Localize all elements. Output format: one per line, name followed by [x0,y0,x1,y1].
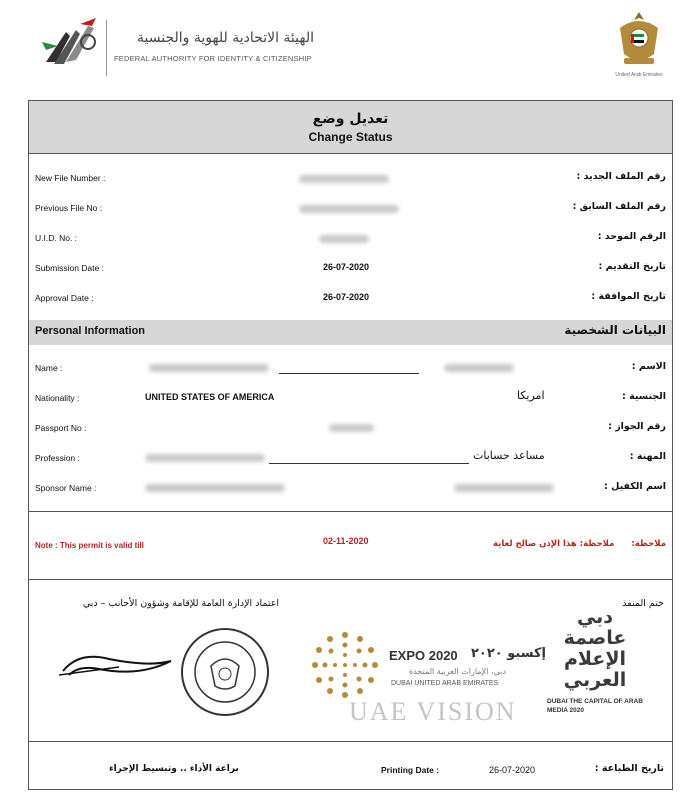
redacted-value [454,484,554,492]
field-label-en: Sponsor Name : [35,483,97,493]
footer-slogan: براعة الأداء .. وتبسيط الإجراء [109,764,239,774]
arab-media-capital-caption: DUBAI THE CAPITAL OF ARAB MEDIA 2020 [547,698,643,714]
field-label-ar: الرقم الموحد : [597,231,666,242]
arab-media-capital-logo-ar [547,607,643,691]
media-line-3: الإعلام [564,648,626,670]
field-profession [29,447,672,469]
redacted-value [299,175,389,183]
note-label-ar: ملاحظة: [631,539,666,549]
media-line-4: العربي [563,669,627,691]
field-label-en: Nationality : [35,393,80,403]
official-seal-icon [179,626,271,718]
field-sponsor-name [29,477,672,499]
field-label-en: Name : [35,363,63,373]
uae-emblem-icon [614,8,664,70]
validity-date: 02-11-2020 [323,536,369,546]
divider-line [29,579,672,580]
redacted-value [329,424,374,432]
field-label-en: Previous File No : [35,203,103,213]
field-submission-date [29,257,672,279]
divider-line [29,741,672,742]
field-passport-number [29,417,672,439]
redacted-value [149,364,269,372]
redacted-value [444,364,514,372]
field-label-en: Submission Date : [35,263,104,273]
expo-subtitle-ar: دبي، الإمارات العربية المتحدة [409,667,506,676]
title-en: Change Status [308,130,393,144]
nationality-value-ar: امريكا [517,389,545,402]
header-divider [106,20,107,76]
field-label-en: Profession : [35,453,80,463]
watermark-text: UAE VISION [349,697,517,726]
expo-subtitle: DUBAI UNITED ARAB EMIRATES [391,680,499,687]
field-approval-date [29,287,672,309]
title-bar [29,101,672,154]
redacted-value [299,205,399,213]
field-label-ar: رقم الملف الجديد : [576,171,666,182]
field-name [29,357,672,379]
signature-icon [59,641,179,681]
redacted-value [145,484,285,492]
divider-line [29,511,672,512]
title-ar: تعديل وضع [312,111,389,127]
redacted-value [319,235,369,243]
falcon-logo-icon [36,12,104,74]
field-label-ar: تاريخ التقديم : [598,261,666,272]
section-title-en: Personal Information [35,325,146,337]
field-previous-file-number [29,197,672,219]
media-line-2: عاصمة [563,627,627,649]
field-nationality [29,387,672,409]
expo-2020-logo-icon [309,629,381,701]
field-label-en: Passport No : [35,423,87,433]
document-header [0,0,698,98]
expo-title: EXPO 2020 [389,648,458,663]
personal-info-header [29,320,672,345]
field-label-ar: رقم الجواز : [608,421,666,432]
approval-stamp-label: اعتماد الإدارة العامة للإقامة وشؤون الأجانب – دبي [82,598,279,609]
underline [269,463,469,464]
field-new-file-number [29,167,672,189]
document-frame [28,100,673,790]
field-label-ar: المهنة : [629,451,666,462]
validity-note-en: Note : This permit is valid till [35,541,144,550]
underline [279,373,419,374]
field-label-en: New File Number : [35,173,106,183]
field-label-en: U.I.D. No. : [35,233,78,243]
media-line-1: دبي [576,606,614,628]
expo-title-ar: إكسبو ٢٠٢٠ [471,646,546,661]
approval-date-value: 26-07-2020 [323,292,370,302]
authority-name-en: FEDERAL AUTHORITY FOR IDENTITY & CITIZENSHIP [114,54,312,63]
exit-stamp-label: ختم المنفذ [622,598,664,609]
section-title-ar: البيانات الشخصية [564,323,666,337]
nationality-value-en: UNITED STATES OF AMERICA [145,392,275,402]
field-label-ar: اسم الكفيل : [603,481,666,492]
authority-name-ar: الهيئة الاتحادية للهوية والجنسية [136,30,314,46]
emblem-caption: United Arab Emirates [615,72,663,78]
validity-note-ar: ملاحظة: هذا الإذن صالح لغاية [493,539,615,549]
field-label-en: Approval Date : [35,293,94,303]
field-label-ar: رقم الملف السابق : [572,201,666,212]
printing-date-label-ar: تاريخ الطباعة : [594,763,664,774]
printing-date-label-en: Printing Date : [381,765,440,775]
submission-date-value: 26-07-2020 [323,262,370,272]
field-uid [29,227,672,249]
field-label-ar: الاسم : [631,361,666,372]
field-label-ar: الجنسية : [622,391,666,402]
field-label-ar: تاريخ الموافقة : [591,291,666,302]
profession-value-ar: مساعد حسابات [473,449,545,462]
printing-date-value: 26-07-2020 [489,765,536,775]
redacted-value [145,454,265,462]
